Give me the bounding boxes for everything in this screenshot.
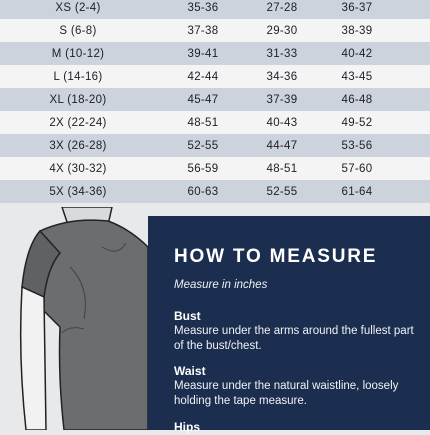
table-cell: 61-64 xyxy=(341,185,373,198)
table-row xyxy=(0,19,430,42)
table-cell: 56-59 xyxy=(187,162,219,175)
table-cell: 31-33 xyxy=(266,47,298,60)
table-cell: 44-47 xyxy=(266,139,298,152)
table-cell: 49-52 xyxy=(341,116,373,129)
section-hips xyxy=(174,420,414,435)
section-heading: Hips xyxy=(174,420,201,434)
table-cell: 46-48 xyxy=(341,93,373,106)
table-cell: 60-63 xyxy=(187,185,219,198)
section-body: Measure under the arms around the fullest part of the bust/chest. xyxy=(174,325,414,352)
table-cell: XS (2-4) xyxy=(55,1,101,14)
table-cell: 34-36 xyxy=(266,70,298,83)
table-cell: 52-55 xyxy=(266,185,298,198)
arm-shape xyxy=(21,287,46,430)
section-waist xyxy=(174,364,414,409)
table-cell: 57-60 xyxy=(341,162,373,175)
table-cell: XL (18-20) xyxy=(49,93,107,106)
table-cell: 36-37 xyxy=(341,1,373,14)
table-cell: 5X (34-36) xyxy=(49,185,107,198)
table-row xyxy=(0,42,430,65)
table-cell: 4X (30-32) xyxy=(49,162,107,175)
table-cell: 29-30 xyxy=(266,24,298,37)
table-cell: 2X (22-24) xyxy=(49,116,107,129)
table-cell: L (14-16) xyxy=(53,70,103,83)
table-cell: 35-36 xyxy=(187,1,219,14)
how-to-measure-panel xyxy=(148,216,430,434)
table-row xyxy=(0,65,430,88)
figure-illustration xyxy=(0,207,148,430)
table-cell: 48-51 xyxy=(266,162,298,175)
table-cell: 37-39 xyxy=(266,93,298,106)
section-heading: Waist xyxy=(174,364,206,378)
table-cell: 52-55 xyxy=(187,139,219,152)
section-bust xyxy=(174,309,414,354)
section-heading: Bust xyxy=(174,309,201,323)
table-cell: 40-43 xyxy=(266,116,298,129)
table-cell: 37-38 xyxy=(187,24,219,37)
table-cell: 3X (26-28) xyxy=(49,139,107,152)
section-body: Measure under the natural waistline, loosely holding the tape measure. xyxy=(174,380,399,407)
table-row xyxy=(0,134,430,157)
panel-title: HOW TO MEASURE xyxy=(174,246,378,267)
size-chart-table xyxy=(0,0,430,203)
table-cell: 48-51 xyxy=(187,116,219,129)
table-cell: 45-47 xyxy=(187,93,219,106)
table-cell: 42-44 xyxy=(187,70,219,83)
table-row xyxy=(0,180,430,203)
table-cell: 38-39 xyxy=(341,24,373,37)
table-cell: S (6-8) xyxy=(59,24,97,37)
table-row xyxy=(0,0,430,19)
table-cell: 40-42 xyxy=(341,47,373,60)
table-cell: M (10-12) xyxy=(51,47,105,60)
table-row xyxy=(0,157,430,180)
table-row xyxy=(0,88,430,111)
panel-subtitle: Measure in inches xyxy=(174,279,268,291)
table-cell: 53-56 xyxy=(341,139,373,152)
table-row xyxy=(0,111,430,134)
table-cell: 43-45 xyxy=(341,70,373,83)
table-cell: 39-41 xyxy=(187,47,219,60)
table-cell: 27-28 xyxy=(266,1,298,14)
